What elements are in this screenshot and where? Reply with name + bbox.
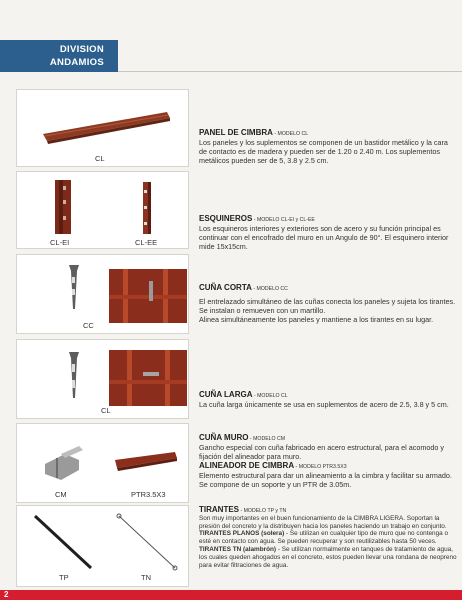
tirantes-planos-title: TIRANTES PLANOS (solera) [199,530,285,538]
cuna-corta-photo [109,269,187,323]
esquineros-title: ESQUINEROS [199,214,253,223]
caption-cm: CM [55,490,67,499]
caption-cl: CL [95,154,105,163]
cuna-corta-body2: Alinea simultáneamente los paneles y mantiene a los tirantes en su lugar. [199,315,434,324]
cuna-corta-body1: El entrelazado simultáneo de las cuñas conecta los paneles y sujeta los tirantes. Se instalan o remueven con un martillo. [199,297,456,315]
tirantes-tn-title: TIRANTES TN (alambrón) [199,546,277,554]
caption-cl-ei: CL-EI [50,238,70,247]
cuna-corta-section [199,283,457,324]
caption-cl-larga: CL [101,406,111,415]
esquineros-body: Los esquineros interiores y exteriores son de acero y su función principal es continuar con el encofrado del muro en un Angulo de 90°. El esquinero interior mide 15x15cm. [199,224,449,251]
tirantes-body: Son muy importantes en el buen funcionamiento de la CIMBRA LIGERA. Soportan la presión del concreto y la distribuyen hacia los paneles haciendo un trabajo en conjunto. [199,514,447,530]
caption-cl-ee: CL-EE [135,238,158,247]
esquinero-image [17,172,188,248]
cuna-muro-section [199,433,457,489]
header-divider [118,71,462,72]
cuna-corta-image-box [16,254,189,334]
caption-ptr: PTR3.5X3 [131,490,166,499]
caption-tn: TN [141,573,151,582]
cuna-larga-title: CUÑA LARGA [199,390,253,399]
cuna-corta-title: CUÑA CORTA [199,283,252,292]
alineador-title: ALINEADOR DE CIMBRA [199,461,295,470]
caption-tp: TP [59,573,69,582]
panel-title: PANEL DE CIMBRA [199,128,273,137]
caption-cc: CC [83,321,94,330]
cuna-larga-body: La cuña larga únicamente se usa en suplementos de acero de 2.5, 3.8 y 5 cm. [199,400,449,409]
tirantes-title: TIRANTES [199,505,239,514]
tirantes-section [199,505,457,570]
cuna-muro-title: CUÑA MURO [199,433,249,442]
page-number: 2 [4,590,9,599]
panel-model: - MODELO CL [272,131,309,137]
cuna-muro-body: Gancho especial con cuña fabricado en acero estructural, para el acomodo y fijación del alineador para muro. [199,443,444,461]
panel-section [199,128,457,165]
esquineros-image-box [16,171,189,249]
tirantes-tn-body: - Se utilizan normalmente en tanques de tratamiento de agua, los cuales queden ahogados en el concreto, estos pueden llevar una rondana de neopreno para evitar filtraciones de agua. [199,546,457,569]
tirantes-image [17,506,188,586]
panel-body: Los paneles y los suplementos se componen de un bastidor metálico y la cara de contacto es de madera y pueden ser de 1.20 o 2.40 m. Los suplementos metálicos pueden ser de 5, 3.8 y 2.5 cm. [199,138,448,165]
cuna-larga-photo [109,350,187,406]
header-andamios: ANDAMIOS [49,57,104,68]
cuna-corta-model: - MODELO CC [251,286,288,292]
tirantes-model: - MODELO TP y TN [239,508,287,514]
cuna-larga-section [199,390,457,409]
cuna-larga-image [17,340,97,418]
tirantes-planos-body: - Se utilizan en cualquier tipo de muro que no contenga o esté en contacto con agua. Se pueden recuperar y son reutilizables hasta 50 veces. [199,530,449,546]
esquineros-model: - MODELO CL-EI y CL-EE [252,217,315,223]
alineador-model: - MODELO PTR3.5X3 [294,464,347,470]
tirantes-image-box [16,505,189,587]
panel-image-box [16,89,189,167]
cuna-muro-model: - MODELO CM [248,436,286,442]
esquineros-section [199,214,457,251]
footer-bar [0,590,462,600]
header-division: DIVISION [59,44,104,55]
division-header [0,40,118,72]
cuna-larga-model: - MODELO CL [252,393,288,399]
cuna-muro-image-box [16,423,189,503]
alineador-body: Elemento estructural para dar un alineamiento a la cimbra y facilitar su armado. Se compone de un soporte y un PTR de 3.05m. [199,471,452,489]
cuna-larga-image-box [16,339,189,419]
